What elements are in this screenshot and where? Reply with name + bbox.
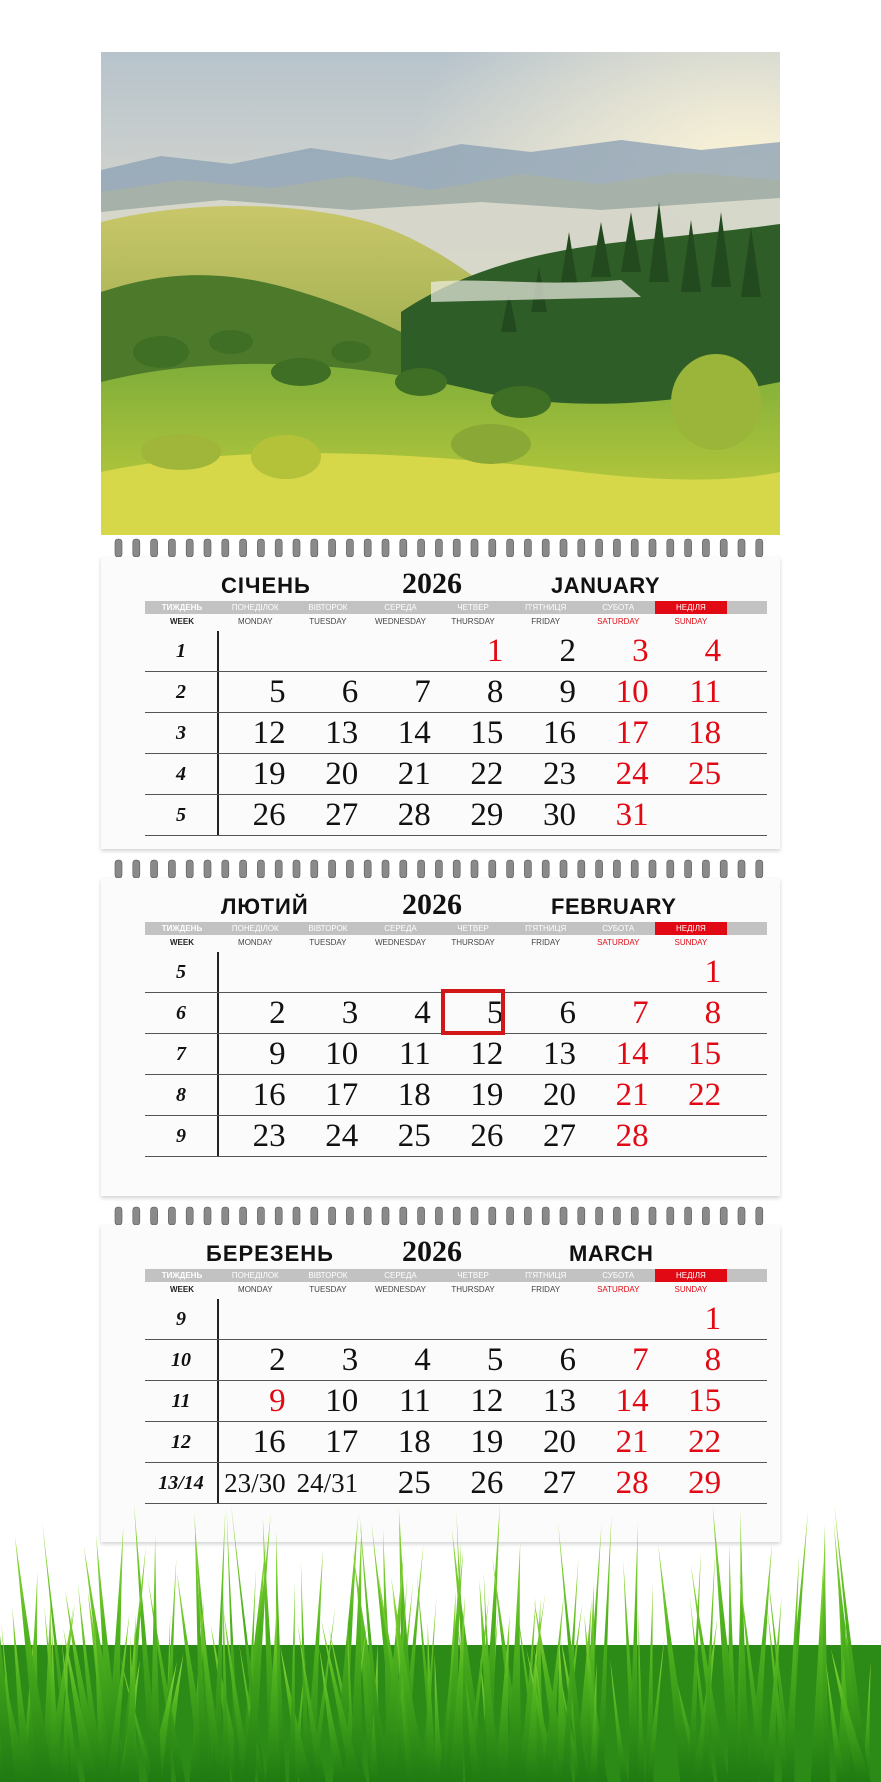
header-tuesday-en: TUESDAY (309, 938, 347, 947)
day-number: 26 (470, 1118, 504, 1154)
day-cell[interactable] (582, 713, 655, 753)
day-cell[interactable] (364, 1422, 437, 1462)
day-cell[interactable] (364, 1116, 437, 1156)
day-number: 3 (341, 995, 359, 1031)
day-cell[interactable] (582, 672, 655, 712)
header-tuesday-en: TUESDAY (309, 1285, 347, 1294)
day-number: 16 (252, 1424, 286, 1460)
day-number: 13 (542, 1383, 576, 1419)
day-number: 8 (704, 1342, 722, 1378)
day-cell[interactable] (364, 1340, 437, 1380)
header-week-ua: ТИЖДЕНЬ (161, 924, 203, 933)
day-number: 15 (470, 715, 504, 751)
header-sunday-ua: НЕДІЛЯ (655, 601, 728, 614)
header-week-ua: ТИЖДЕНЬ (161, 603, 203, 612)
day-number: 9 (559, 674, 576, 710)
header-monday-ua: ПОНЕДІЛОК (231, 924, 279, 933)
day-number: 14 (615, 1036, 649, 1072)
day-cell[interactable] (292, 631, 365, 671)
day-cell[interactable] (364, 1299, 437, 1339)
day-cell[interactable] (292, 1381, 365, 1421)
day-cell[interactable] (582, 795, 655, 835)
day-cell[interactable] (219, 754, 292, 794)
day-number: 13 (542, 1036, 576, 1072)
day-cell[interactable] (582, 1075, 655, 1115)
header-monday-en: MONDAY (238, 1285, 273, 1294)
day-number: 8 (486, 674, 504, 710)
day-number: 19 (252, 756, 286, 792)
day-number: 26 (470, 1465, 504, 1501)
header-friday-ua: П'ЯТНИЦЯ (525, 1271, 567, 1280)
day-cell[interactable] (292, 1116, 365, 1156)
header-monday-en: MONDAY (238, 617, 273, 626)
weekday-header-ua (145, 922, 767, 935)
day-number: 7 (414, 674, 431, 710)
day-number: 25 (397, 1465, 431, 1501)
day-cell[interactable] (219, 1381, 292, 1421)
day-cell[interactable] (364, 952, 437, 992)
day-number: 23/30 (224, 1468, 286, 1498)
week-number: 3 (145, 713, 219, 753)
day-number: 21 (397, 756, 431, 792)
day-cell[interactable] (219, 1034, 292, 1074)
month-title-row (101, 557, 780, 601)
header-thursday-en: THURSDAY (451, 938, 495, 947)
day-number: 22 (470, 756, 504, 792)
day-cell[interactable] (364, 713, 437, 753)
header-saturday-ua: СУБОТА (602, 924, 635, 933)
week-row (145, 1116, 767, 1157)
day-cell[interactable] (582, 754, 655, 794)
day-cell[interactable] (437, 672, 510, 712)
day-cell[interactable] (219, 1116, 292, 1156)
day-cell[interactable] (582, 952, 655, 992)
day-number: 24/31 (296, 1468, 359, 1498)
day-cell[interactable] (437, 754, 510, 794)
day-number: 5 (486, 995, 504, 1031)
day-cell[interactable] (655, 631, 728, 671)
header-saturday-ua: СУБОТА (602, 603, 635, 612)
month-name-ua: БЕРЕЗЕНЬ (206, 1241, 334, 1266)
day-cell[interactable] (437, 1116, 510, 1156)
day-number: 28 (615, 1118, 649, 1154)
day-cell[interactable] (364, 631, 437, 671)
day-cell[interactable] (509, 1422, 582, 1462)
day-number: 10 (615, 674, 649, 710)
header-sunday-en: SUNDAY (674, 938, 708, 947)
day-cell[interactable] (655, 1116, 728, 1156)
day-number: 2 (269, 995, 286, 1031)
day-number: 14 (615, 1383, 649, 1419)
week-row (145, 1075, 767, 1116)
day-cell[interactable] (437, 993, 510, 1033)
day-number: 12 (470, 1383, 504, 1419)
day-cell[interactable] (364, 1034, 437, 1074)
header-monday-en: MONDAY (238, 938, 273, 947)
day-number: 21 (615, 1077, 649, 1113)
day-cell[interactable] (219, 952, 292, 992)
week-rows (145, 631, 767, 836)
day-cell[interactable] (364, 993, 437, 1033)
week-number: 5 (145, 952, 219, 992)
day-number: 31 (615, 797, 649, 833)
week-number: 2 (145, 672, 219, 712)
day-number: 18 (688, 715, 722, 751)
header-friday-en: FRIDAY (531, 1285, 561, 1294)
day-cell[interactable] (437, 1034, 510, 1074)
header-wednesday-en: WEDNESDAY (375, 1285, 426, 1294)
header-week-en: WEEK (170, 938, 194, 947)
header-sunday-ua: НЕДІЛЯ (655, 1269, 728, 1282)
day-number: 4 (704, 633, 722, 669)
day-cell[interactable] (582, 1381, 655, 1421)
day-cell[interactable] (292, 952, 365, 992)
day-cell[interactable] (219, 713, 292, 753)
day-number: 24 (325, 1118, 359, 1154)
day-number: 8 (704, 995, 722, 1031)
header-week-ua: ТИЖДЕНЬ (161, 1271, 203, 1280)
month-name-en: FEBRUARY (551, 894, 677, 919)
week-number: 9 (145, 1116, 219, 1156)
day-number: 27 (542, 1465, 576, 1501)
header-saturday-en: SATURDAY (597, 938, 640, 947)
day-cell[interactable] (509, 993, 582, 1033)
day-number: 3 (632, 633, 649, 669)
day-number: 2 (559, 633, 576, 669)
day-cell[interactable] (364, 1381, 437, 1421)
day-number: 20 (325, 756, 359, 792)
week-row (145, 795, 767, 836)
day-cell[interactable] (582, 1422, 655, 1462)
day-cell[interactable] (655, 1034, 728, 1074)
day-cell[interactable] (219, 795, 292, 835)
day-cell[interactable] (655, 1422, 728, 1462)
day-cell[interactable] (509, 1116, 582, 1156)
day-cell[interactable] (219, 631, 292, 671)
landscape-photo (101, 52, 780, 535)
day-cell[interactable] (509, 1034, 582, 1074)
day-number: 19 (470, 1424, 504, 1460)
header-friday-ua: П'ЯТНИЦЯ (525, 603, 567, 612)
day-number: 10 (325, 1036, 359, 1072)
day-cell[interactable] (219, 672, 292, 712)
day-number: 13 (325, 715, 359, 751)
day-cell[interactable] (292, 754, 365, 794)
today-highlight-frame (441, 989, 505, 1035)
header-tuesday-ua: ВІВТОРОК (308, 603, 348, 612)
day-number: 16 (252, 1077, 286, 1113)
week-rows (145, 1299, 767, 1504)
header-friday-en: FRIDAY (531, 617, 561, 626)
day-number: 27 (542, 1118, 576, 1154)
day-number: 23 (542, 756, 576, 792)
day-number: 28 (397, 797, 431, 833)
day-number: 2 (269, 1342, 286, 1378)
header-tuesday-ua: ВІВТОРОК (308, 924, 348, 933)
calendar-grid (145, 1269, 767, 1504)
day-cell[interactable] (219, 1340, 292, 1380)
day-number: 11 (399, 1383, 431, 1419)
day-cell[interactable] (437, 631, 510, 671)
header-sunday-en: SUNDAY (674, 617, 708, 626)
header-week-en: WEEK (170, 617, 194, 626)
day-number: 18 (397, 1424, 431, 1460)
day-cell[interactable] (509, 754, 582, 794)
day-cell[interactable] (219, 1075, 292, 1115)
day-number: 17 (615, 715, 649, 751)
day-cell[interactable] (437, 713, 510, 753)
day-number: 1 (486, 633, 504, 669)
day-number: 15 (688, 1036, 722, 1072)
day-number: 4 (414, 995, 431, 1031)
day-cell[interactable] (655, 993, 728, 1033)
day-cell[interactable] (509, 795, 582, 835)
day-cell[interactable] (292, 1034, 365, 1074)
day-cell[interactable] (292, 672, 365, 712)
day-number: 10 (325, 1383, 359, 1419)
day-cell[interactable] (437, 1422, 510, 1462)
day-cell[interactable] (582, 1299, 655, 1339)
grass-decoration (0, 1495, 881, 1782)
day-cell[interactable] (292, 993, 365, 1033)
day-number: 6 (559, 995, 576, 1031)
day-number: 11 (689, 674, 722, 710)
month-name-en: MARCH (569, 1241, 654, 1266)
day-cell[interactable] (655, 1340, 728, 1380)
day-cell[interactable] (437, 1340, 510, 1380)
day-number: 22 (688, 1424, 722, 1460)
header-thursday-ua: ЧЕТВЕР (457, 603, 489, 612)
day-number: 24 (615, 756, 649, 792)
header-thursday-en: THURSDAY (451, 1285, 495, 1294)
day-cell[interactable] (655, 713, 728, 753)
day-cell[interactable] (292, 1299, 365, 1339)
day-cell[interactable] (219, 1299, 292, 1339)
day-cell[interactable] (292, 1340, 365, 1380)
header-thursday-ua: ЧЕТВЕР (457, 1271, 489, 1280)
day-number: 27 (325, 797, 359, 833)
header-monday-ua: ПОНЕДІЛОК (231, 603, 279, 612)
day-cell[interactable] (509, 1299, 582, 1339)
day-cell[interactable] (509, 713, 582, 753)
week-row (145, 1422, 767, 1463)
month-title-row (101, 878, 780, 922)
header-wednesday-en: WEDNESDAY (375, 938, 426, 947)
day-number: 20 (542, 1077, 576, 1113)
header-thursday-en: THURSDAY (451, 617, 495, 626)
day-number: 6 (559, 1342, 576, 1378)
day-number: 17 (325, 1077, 359, 1113)
day-number: 9 (269, 1036, 286, 1072)
month-panel-january (101, 557, 780, 849)
header-week-en: WEEK (170, 1285, 194, 1294)
day-number: 30 (542, 797, 576, 833)
month-title-row (101, 1225, 780, 1269)
day-cell[interactable] (292, 713, 365, 753)
day-number: 11 (399, 1036, 431, 1072)
weekday-header-ua (145, 1269, 767, 1282)
day-number: 23 (252, 1118, 286, 1154)
header-saturday-en: SATURDAY (597, 1285, 640, 1294)
header-saturday-ua: СУБОТА (602, 1271, 635, 1280)
day-number: 5 (269, 674, 286, 710)
day-cell[interactable] (582, 1340, 655, 1380)
day-number: 1 (704, 1301, 722, 1337)
weekday-header-en (145, 1282, 767, 1299)
week-rows (145, 952, 767, 1157)
header-wednesday-ua: СЕРЕДА (384, 1271, 417, 1280)
header-thursday-ua: ЧЕТВЕР (457, 924, 489, 933)
day-number: 21 (615, 1424, 649, 1460)
day-number: 26 (252, 797, 286, 833)
week-row (145, 713, 767, 754)
day-number: 7 (632, 1342, 649, 1378)
day-number: 25 (397, 1118, 431, 1154)
day-cell[interactable] (655, 1381, 728, 1421)
week-number: 1 (145, 631, 219, 671)
day-cell[interactable] (582, 1034, 655, 1074)
week-row (145, 952, 767, 993)
day-cell[interactable] (582, 631, 655, 671)
header-monday-ua: ПОНЕДІЛОК (231, 1271, 279, 1280)
weekday-header-ua (145, 601, 767, 614)
header-sunday-ua: НЕДІЛЯ (655, 922, 728, 935)
header-tuesday-en: TUESDAY (309, 617, 347, 626)
day-cell[interactable] (509, 1075, 582, 1115)
day-cell[interactable] (582, 1116, 655, 1156)
day-cell[interactable] (364, 795, 437, 835)
day-cell[interactable] (655, 672, 728, 712)
day-cell[interactable] (437, 1381, 510, 1421)
week-row (145, 1034, 767, 1075)
day-number: 25 (688, 756, 722, 792)
day-cell[interactable] (364, 1075, 437, 1115)
day-number: 15 (688, 1383, 722, 1419)
week-number: 12 (145, 1422, 219, 1462)
weekday-header-en (145, 614, 767, 631)
day-cell[interactable] (655, 1299, 728, 1339)
month-name-en: JANUARY (551, 573, 661, 598)
week-row (145, 672, 767, 713)
weekday-header-en (145, 935, 767, 952)
week-number: 7 (145, 1034, 219, 1074)
day-number: 12 (252, 715, 286, 751)
day-number: 20 (542, 1424, 576, 1460)
header-friday-ua: П'ЯТНИЦЯ (525, 924, 567, 933)
day-cell[interactable] (655, 1075, 728, 1115)
header-wednesday-ua: СЕРЕДА (384, 603, 417, 612)
day-number: 12 (470, 1036, 504, 1072)
year-label: 2026 (402, 888, 462, 921)
week-row (145, 1299, 767, 1340)
year-label: 2026 (402, 1235, 462, 1268)
day-number: 28 (615, 1465, 649, 1501)
header-saturday-en: SATURDAY (597, 617, 640, 626)
week-number: 10 (145, 1340, 219, 1380)
month-name-ua: СІЧЕНЬ (221, 573, 311, 598)
day-number: 4 (414, 1342, 431, 1378)
week-number: 4 (145, 754, 219, 794)
week-row (145, 1381, 767, 1422)
day-cell[interactable] (292, 1075, 365, 1115)
day-cell[interactable] (292, 1422, 365, 1462)
day-cell[interactable] (364, 672, 437, 712)
calendar-grid (145, 922, 767, 1157)
week-number: 13/14 (145, 1463, 219, 1503)
month-panel-february (101, 878, 780, 1196)
week-number: 8 (145, 1075, 219, 1115)
day-cell[interactable] (509, 1340, 582, 1380)
year-label: 2026 (402, 567, 462, 600)
day-number: 6 (341, 674, 359, 710)
month-name-ua: ЛЮТИЙ (221, 894, 309, 919)
week-number: 6 (145, 993, 219, 1033)
day-cell[interactable] (364, 754, 437, 794)
day-number: 1 (704, 954, 722, 990)
day-number: 29 (688, 1465, 722, 1501)
day-number: 29 (470, 797, 504, 833)
week-row (145, 631, 767, 672)
day-number: 5 (486, 1342, 504, 1378)
week-row (145, 993, 767, 1034)
day-cell[interactable] (582, 993, 655, 1033)
week-row (145, 754, 767, 795)
calendar-grid (145, 601, 767, 836)
day-cell[interactable] (437, 1075, 510, 1115)
header-wednesday-ua: СЕРЕДА (384, 924, 417, 933)
day-cell[interactable] (219, 993, 292, 1033)
day-number: 16 (542, 715, 576, 751)
day-cell[interactable] (437, 795, 510, 835)
header-tuesday-ua: ВІВТОРОК (308, 1271, 348, 1280)
day-number: 18 (397, 1077, 431, 1113)
day-cell[interactable] (509, 1381, 582, 1421)
day-cell[interactable] (437, 1299, 510, 1339)
week-number: 11 (145, 1381, 219, 1421)
day-number: 14 (397, 715, 431, 751)
day-cell[interactable] (509, 631, 582, 671)
day-cell[interactable] (655, 952, 728, 992)
day-cell[interactable] (655, 795, 728, 835)
week-number: 9 (145, 1299, 219, 1339)
day-number: 17 (325, 1424, 359, 1460)
header-wednesday-en: WEDNESDAY (375, 617, 426, 626)
week-number: 5 (145, 795, 219, 835)
day-cell[interactable] (509, 672, 582, 712)
day-number: 22 (688, 1077, 722, 1113)
day-cell[interactable] (292, 795, 365, 835)
day-number: 3 (341, 1342, 359, 1378)
day-number: 19 (470, 1077, 504, 1113)
day-cell[interactable] (509, 952, 582, 992)
day-cell[interactable] (219, 1422, 292, 1462)
header-friday-en: FRIDAY (531, 938, 561, 947)
week-row (145, 1340, 767, 1381)
day-number: 9 (269, 1383, 286, 1419)
day-cell[interactable] (437, 952, 510, 992)
header-sunday-en: SUNDAY (674, 1285, 708, 1294)
day-cell[interactable] (655, 754, 728, 794)
day-number: 7 (632, 995, 649, 1031)
